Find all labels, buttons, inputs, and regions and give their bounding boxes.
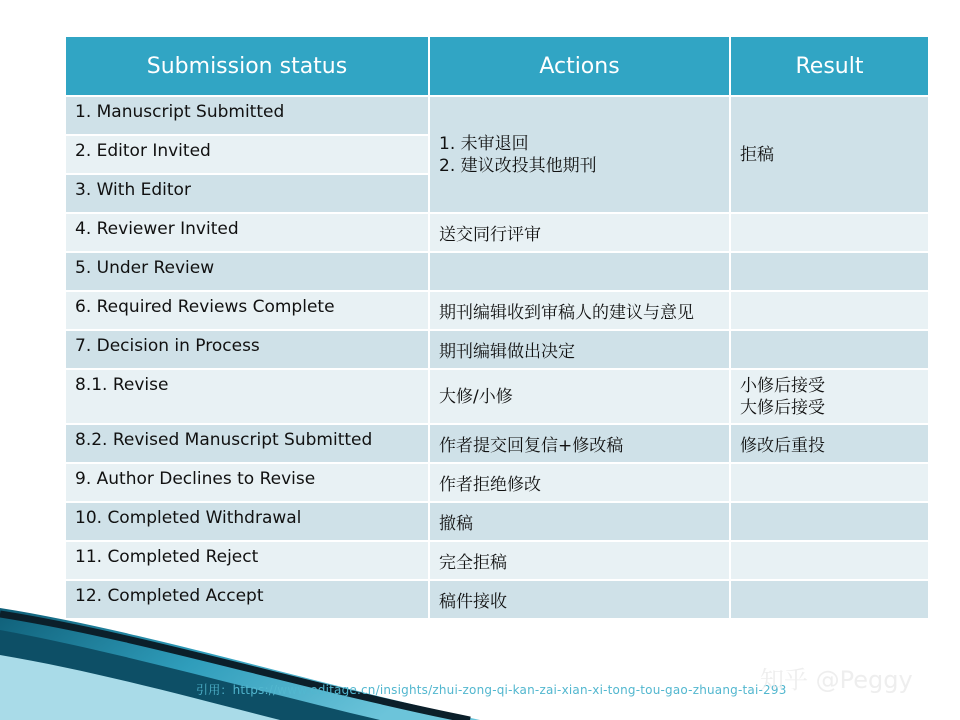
status-cell: 4. Reviewer Invited: [65, 213, 429, 252]
status-cell: 7. Decision in Process: [65, 330, 429, 369]
status-cell: 1. Manuscript Submitted: [65, 96, 429, 135]
merged-action-line-2: 2. 建议改投其他期刊: [439, 155, 597, 176]
watermark-text: 知乎 @Peggy: [760, 666, 913, 694]
result-cell: [730, 463, 929, 502]
table-row: [65, 541, 929, 580]
result-cell: [730, 541, 929, 580]
result-line-2: 大修后接受: [740, 398, 825, 418]
result-cell: [730, 502, 929, 541]
table-row: [65, 330, 929, 369]
status-cell: 6. Required Reviews Complete: [65, 291, 429, 330]
action-cell: 完全拒稿: [429, 541, 730, 580]
action-cell: [429, 252, 730, 291]
action-cell: 作者提交回复信+修改稿: [429, 424, 730, 463]
merged-result-cell: 拒稿: [730, 96, 929, 213]
table-row: [65, 213, 929, 252]
action-cell: 撤稿: [429, 502, 730, 541]
result-cell: [730, 252, 929, 291]
result-cell: [730, 369, 929, 424]
table-row: [65, 291, 929, 330]
status-cell: 12. Completed Accept: [65, 580, 429, 619]
citation-text: 引用：https://www.editage.cn/insights/zhui-zong-qi-kan-zai-xian-xi-tong-tou-gao-zhuang-tai-293: [196, 683, 787, 697]
table-row: [65, 96, 929, 135]
status-cell: 8.1. Revise: [65, 369, 429, 424]
action-cell: 大修/小修: [429, 369, 730, 424]
header-result: Result: [730, 36, 929, 96]
result-cell: 修改后重投: [730, 424, 929, 463]
merged-action-line-1: 1. 未审退回: [439, 133, 529, 154]
status-cell: 3. With Editor: [65, 174, 429, 213]
header-actions: Actions: [429, 36, 730, 96]
status-cell: 8.2. Revised Manuscript Submitted: [65, 424, 429, 463]
action-cell: 送交同行评审: [429, 213, 730, 252]
result-cell: [730, 580, 929, 619]
result-cell: [730, 213, 929, 252]
status-cell: 9. Author Declines to Revise: [65, 463, 429, 502]
merged-action-cell: [429, 96, 730, 213]
action-cell: 期刊编辑收到审稿人的建议与意见: [429, 291, 730, 330]
status-cell: 5. Under Review: [65, 252, 429, 291]
decorative-swoosh: [0, 600, 480, 720]
header-submission-status: Submission status: [65, 36, 429, 96]
table-row: [65, 502, 929, 541]
status-cell: 2. Editor Invited: [65, 135, 429, 174]
header-row: [65, 36, 929, 96]
table-row: [65, 424, 929, 463]
status-cell: 11. Completed Reject: [65, 541, 429, 580]
result-line-1: 小修后接受: [740, 376, 825, 396]
result-cell: [730, 291, 929, 330]
action-cell: 作者拒绝修改: [429, 463, 730, 502]
status-cell: 10. Completed Withdrawal: [65, 502, 429, 541]
action-cell: 期刊编辑做出决定: [429, 330, 730, 369]
result-cell: [730, 330, 929, 369]
submission-status-table: [64, 35, 930, 620]
table-row: [65, 252, 929, 291]
table-row: [65, 463, 929, 502]
action-cell: 稿件接收: [429, 580, 730, 619]
table-row: [65, 369, 929, 424]
